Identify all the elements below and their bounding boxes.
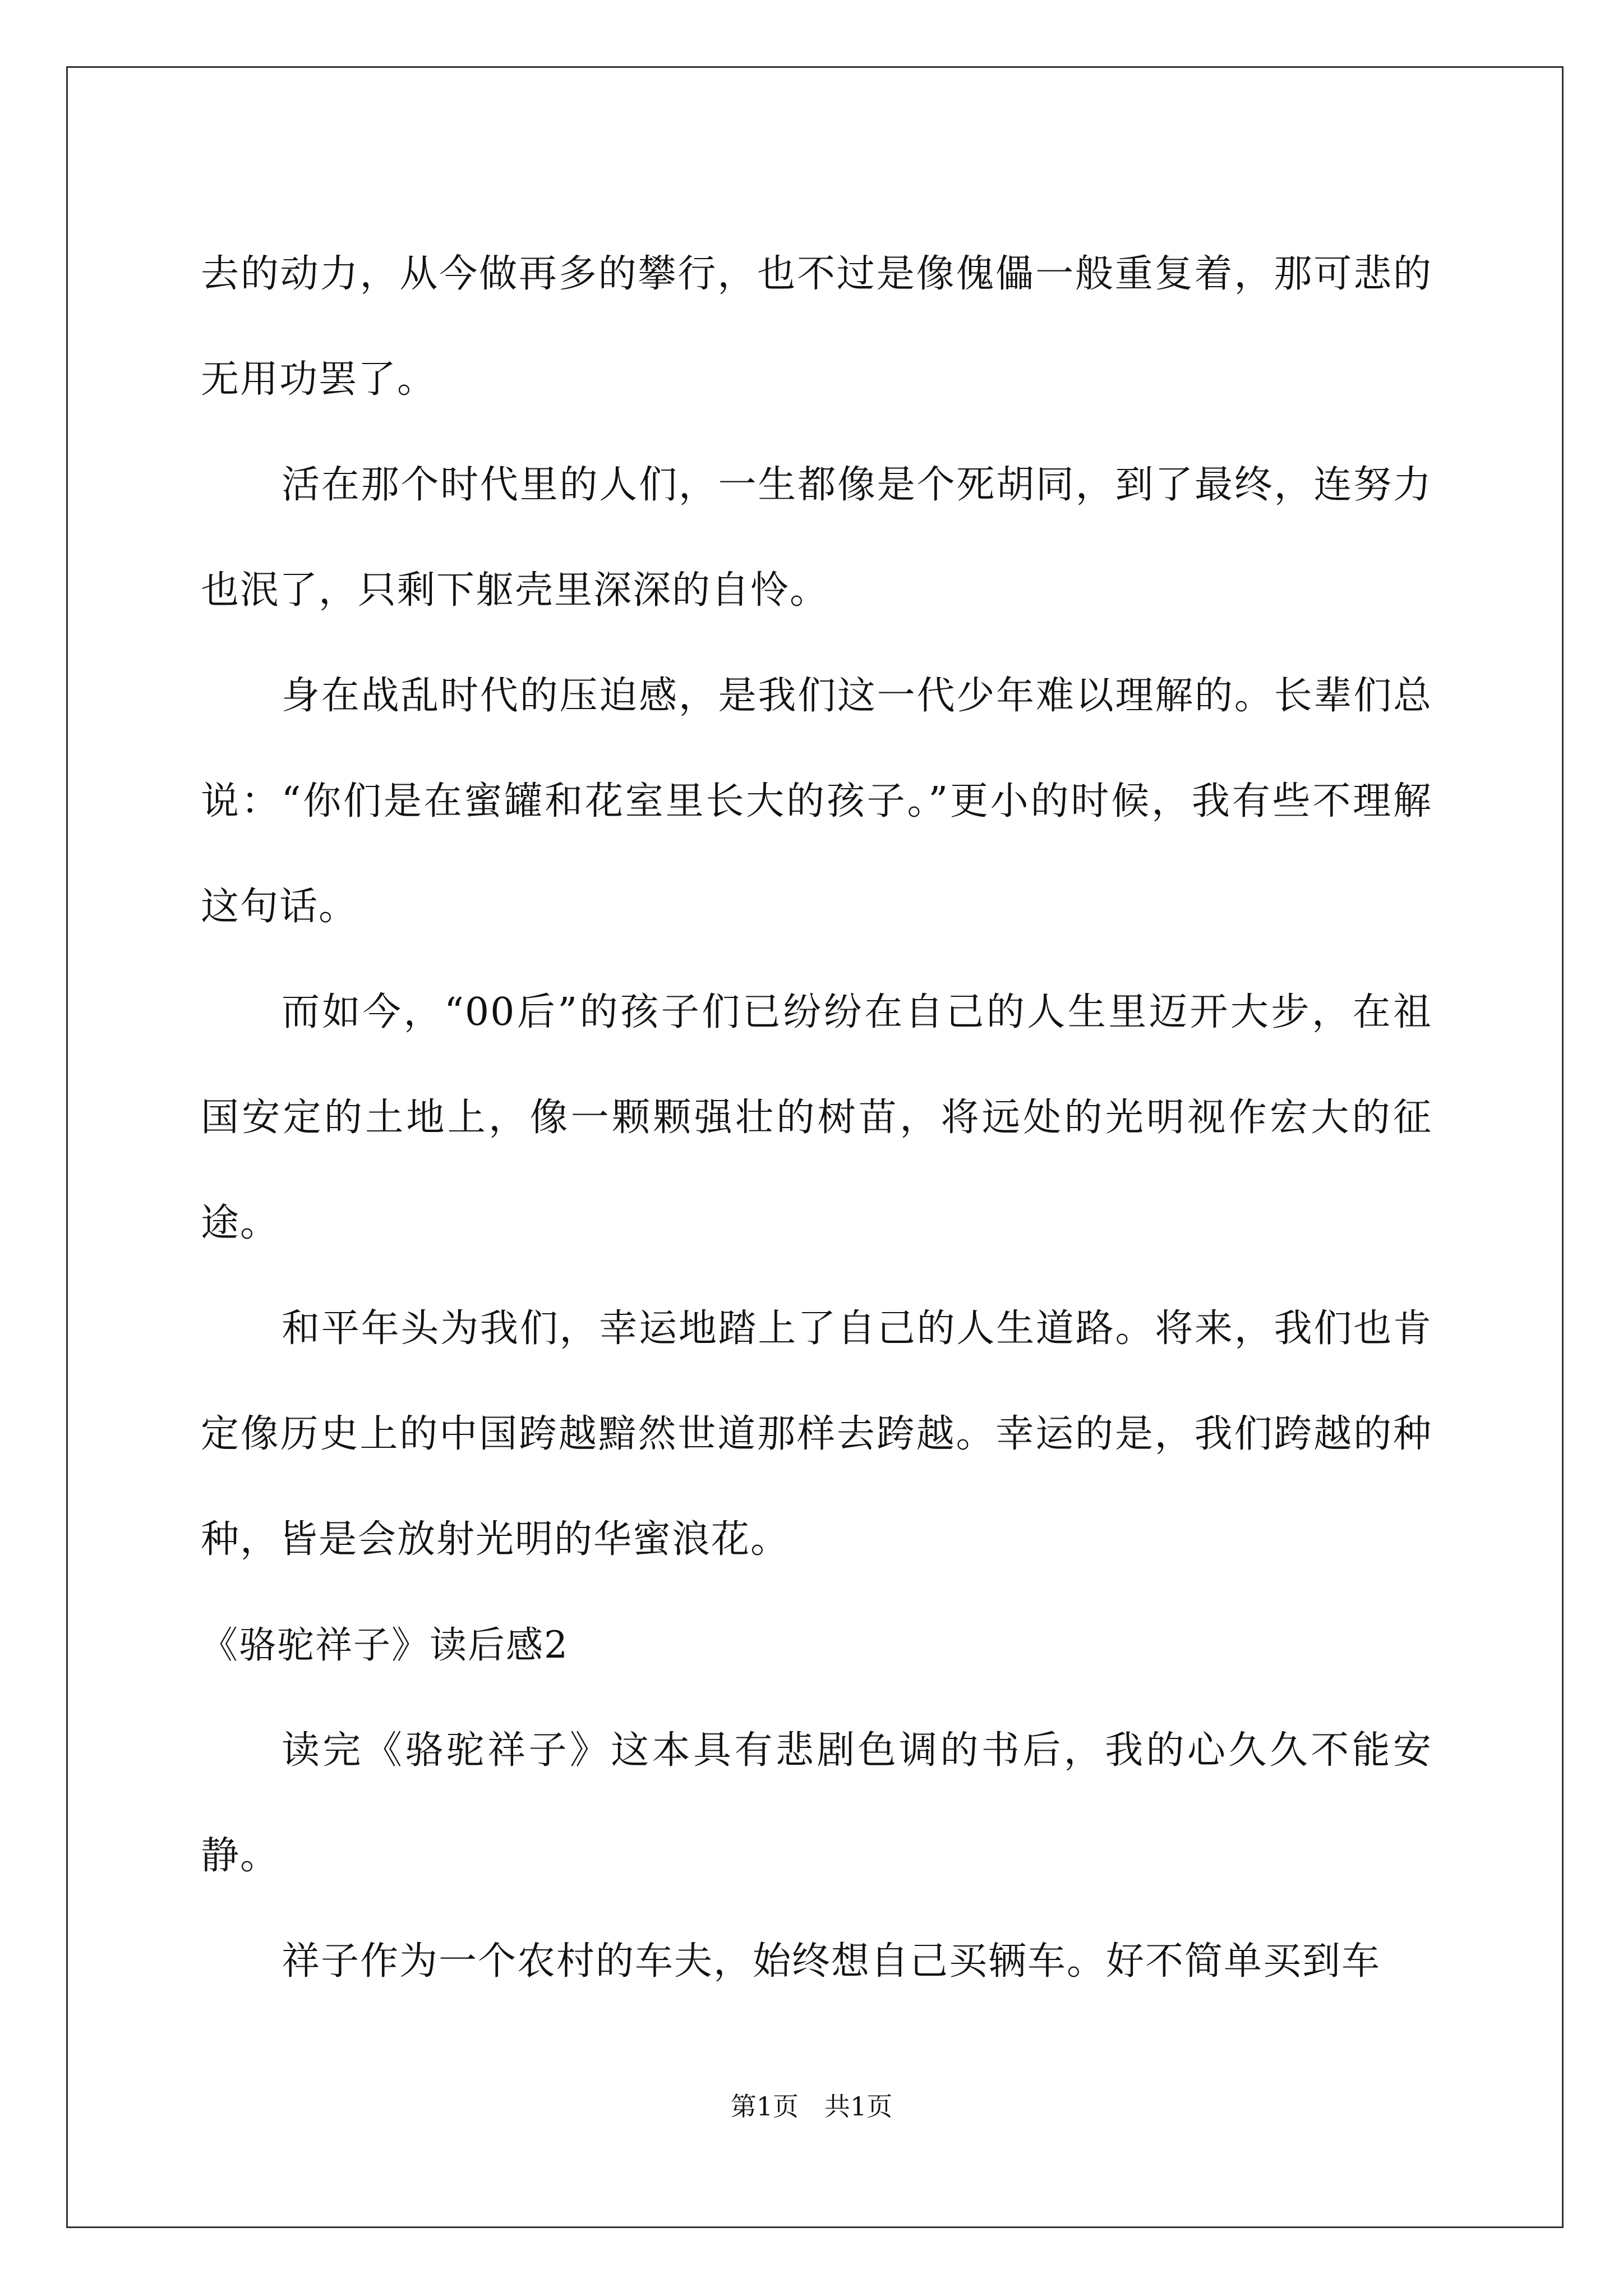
- document-body: [201, 222, 1432, 2014]
- section-paragraph-1: 读完《骆驼祥子》这本具有悲剧色调的书后，我的心久久不能安静。: [201, 1728, 1432, 1878]
- page-number-label: 第1页: [730, 2091, 799, 2122]
- paragraph-4: 而如今，“00后”的孩子们已纷纷在自己的人生里迈开大步，在祖国安定的土地上，像一颗颗强壮的树苗，将远处的光明视作宏大的征途。: [201, 990, 1432, 1245]
- section-paragraph-2: 祥子作为一个农村的车夫，始终想自己买辆车。好不简单买到车: [282, 1939, 1381, 1984]
- paragraph-2: 活在那个时代里的人们，一生都像是个死胡同，到了最终，连努力也泯了，只剩下躯壳里深深的自怜。: [201, 463, 1432, 613]
- section-title: 《骆驼祥子》读后感2: [201, 1623, 569, 1667]
- page-total-label: 共1页: [824, 2091, 893, 2122]
- page-footer: [0, 2090, 1623, 2123]
- paragraph-5: 和平年头为我们，幸运地踏上了自己的人生道路。将来，我们也肯定像历史上的中国跨越黯然世道那样去跨越。幸运的是，我们跨越的种种，皆是会放射光明的华蜜浪花。: [201, 1306, 1432, 1562]
- paragraph-3: 身在战乱时代的压迫感，是我们这一代少年难以理解的。长辈们总说：“你们是在蜜罐和花室里长大的孩子。”更小的时候，我有些不理解这句话。: [201, 674, 1432, 929]
- paragraph-1: 去的动力，从今做再多的攀行，也不过是像傀儡一般重复着，那可悲的无用功罢了。: [201, 252, 1432, 402]
